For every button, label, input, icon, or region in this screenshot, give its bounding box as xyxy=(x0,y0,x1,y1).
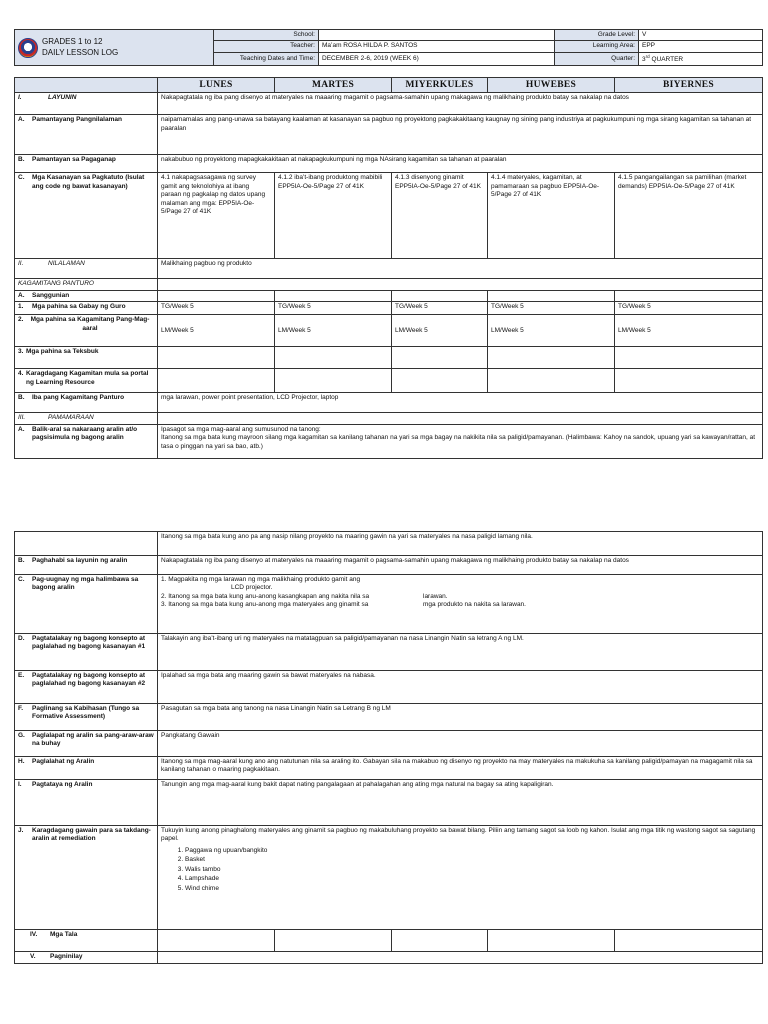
pag-uugnay-line-3b: mga produkto na nakita sa larawan. xyxy=(423,601,526,609)
log-title: DAILY LESSON LOG xyxy=(42,47,119,57)
lm-label: Mga pahina sa Kagamitang Pang-Mag-aaral xyxy=(30,316,150,332)
takdang-label: Karagdagang gawain para sa takdang-aralin at remediation xyxy=(32,827,151,843)
pamamaraan-blank xyxy=(158,413,763,424)
paglalahat-label: Paglalahat ng Aralin xyxy=(32,758,95,765)
karagdagan-martes xyxy=(275,369,392,393)
iba-num: B. xyxy=(18,394,25,402)
gabay-miyerkules: TG/Week 5 xyxy=(392,302,488,315)
layunin-label-cell xyxy=(15,93,158,115)
iba-label-cell xyxy=(15,393,158,413)
day-header-blank xyxy=(15,78,158,93)
kasanayan-huwebes: 4.1.4 materyales, kagamitan, at pamamaraan sa pagbuo EPP5IA-Oe-5/Page 27 of 41K xyxy=(488,173,615,259)
pamantayang-label-cell xyxy=(15,115,158,155)
balik-label-cell xyxy=(15,424,158,458)
dates-label: Teaching Dates and Time: xyxy=(214,52,319,66)
quarter-text: QUARTER xyxy=(651,56,684,64)
kasanayan-martes: 4.1.2 iba’t-ibang produktong mabibili EPP5IA-Oe-5/Page 27 of 41K xyxy=(275,173,392,259)
grade-level-label: Grade Level: xyxy=(555,30,639,41)
kasanayan-lunes: 4.1 nakapagsasagawa ng survey gamit ang teknolohiya at ibang paraan ng pagkalap ng datos upang malaman ang mga: EPP5IA-Oe-5/Page 27 of 41K xyxy=(158,173,275,259)
pag-uugnay-line-1b: LCD projector. xyxy=(231,584,273,592)
pagninilay-label: Pagninilay xyxy=(50,953,83,960)
teksbuk-biyernes xyxy=(615,347,763,369)
paghahabi-label-cell xyxy=(15,556,158,575)
dates-value: DECEMBER 2-6, 2019 (WEEK 6) xyxy=(319,52,555,66)
lm-biyernes: LM/Week 5 xyxy=(615,315,763,347)
cont-text: Itanong sa mga bata kung ano pa ang nasip nilang proyekto na maaring gawin na yari sa materyales na nasa paligid lamang nila. xyxy=(158,532,763,556)
paglalapat-label: Paglalapat ng aralin sa pang-araw-araw na buhay xyxy=(32,732,154,748)
kasanayan-num: C. xyxy=(18,174,25,182)
lm-num: 2. xyxy=(18,316,24,324)
pagganap-label-cell xyxy=(15,155,158,173)
takdang-item: 4. Lampshade xyxy=(185,875,759,883)
pag-uugnay-line-2 xyxy=(161,593,759,601)
gabay-lunes: TG/Week 5 xyxy=(158,302,275,315)
lm-martes: LM/Week 5 xyxy=(275,315,392,347)
kasanayan-biyernes: 4.1.5 pangangailangan sa pamilihan (market demands) EPP5IA-Oe-5/Page 27 of 41K xyxy=(615,173,763,259)
pagninilay-num: V. xyxy=(30,953,36,960)
gabay-martes: TG/Week 5 xyxy=(275,302,392,315)
kagamitan-blank xyxy=(158,279,763,290)
pagtataya-label: Pagtataya ng Aralin xyxy=(32,781,93,788)
pag-uugnay-line-2b: larawan. xyxy=(423,592,448,600)
tala-biyernes xyxy=(615,930,763,952)
pag-uugnay-num: C. xyxy=(18,576,25,583)
teksbuk-miyerkules xyxy=(392,347,488,369)
pag-uugnay-line-3a: 3. Itanong sa mga bata kung anu-anong mga materyales ang ginamit sa xyxy=(161,601,369,609)
pag-uugnay-label: Pag-uugnay ng mga halimbawa sa bagong aralin xyxy=(32,576,139,592)
day-header-biyernes: BIYERNES xyxy=(615,78,763,93)
pagtatalakay2-num: E. xyxy=(18,672,25,679)
quarter-value xyxy=(639,52,763,66)
gabay-label: Mga pahina sa Gabay ng Guro xyxy=(32,303,126,311)
takdang-label-cell xyxy=(15,826,158,930)
paglalapat-num: G. xyxy=(18,732,25,739)
quarter-suffix: rd xyxy=(645,53,650,59)
lm-huwebes: LM/Week 5 xyxy=(488,315,615,347)
lm-lunes: LM/Week 5 xyxy=(158,315,275,347)
quarter-label: Quarter: xyxy=(555,52,639,66)
paglalahat-num: H. xyxy=(18,758,25,765)
paglalapat-label-cell xyxy=(15,731,158,757)
takdang-num: J. xyxy=(18,827,24,834)
takdang-item: 2. Basket xyxy=(185,856,759,864)
pagganap-text: nakabubuo ng proyektong mapagkakakitaan at nakapagkukumpuni ng mga NAsirang kagamitan sa tahanan at paaralan xyxy=(158,155,763,173)
tala-huwebes xyxy=(488,930,615,952)
nilalaman-label-cell xyxy=(15,259,158,279)
quarter-number: 3 xyxy=(642,56,646,64)
paglinang-label-cell xyxy=(15,704,158,731)
layunin-text: Nakapagtatala ng iba pang disenyo at materyales na maaaring magamit o pagsama-samahin upang makagawa ng malikhaing produkto batay sa nakalap na datos xyxy=(158,93,763,115)
pagtatalakay1-label: Pagtatalakay ng bagong konsepto at paglalahad ng bagong kasanayan #1 xyxy=(32,635,146,651)
pagtataya-label-cell xyxy=(15,780,158,826)
sanggunian-huwebes xyxy=(488,290,615,301)
paglinang-num: F. xyxy=(18,705,24,712)
sanggunian-martes xyxy=(275,290,392,301)
pag-uugnay-text-cell xyxy=(158,575,763,634)
grades-label: GRADES 1 to 12 xyxy=(42,37,103,47)
pagtatalakay1-num: D. xyxy=(18,635,25,642)
iba-label: Iba pang Kagamitang Panturo xyxy=(32,394,125,402)
sanggunian-label: Sanggunian xyxy=(32,291,70,299)
sanggunian-biyernes xyxy=(615,290,763,301)
takdang-text-cell xyxy=(158,826,763,930)
gabay-label-cell xyxy=(15,302,158,315)
karagdagan-biyernes xyxy=(615,369,763,393)
takdang-item: 3. Walis tambo xyxy=(185,866,759,874)
pagtatalakay2-label: Pagtatalakay ng bagong konsepto at paglalahad ng bagong kasanayan #2 xyxy=(32,672,146,688)
karagdagan-num: 4. xyxy=(18,370,24,378)
header-title-cell xyxy=(15,30,214,66)
takdang-item: 1. Paggawa ng upuan/bangkito xyxy=(185,847,759,855)
pamamaraan-label-cell xyxy=(15,413,158,424)
pagganap-num: B. xyxy=(18,156,25,164)
paglinang-text: Pasagutan sa mga bata ang tanong na nasa Linangin Natin sa Letrang B ng LM xyxy=(158,704,763,731)
karagdagan-label-cell xyxy=(15,369,158,393)
balik-line-2: Itanong sa mga bata kung mayroon silang mga kagamitan sa kanilang tahanan na yari sa mga bagay na nakikita nila sa paligid/pamayanan. (Halimbawa: Kahoy na sandok, upuang yari sa kawayan/rattan, at tasa o pinggan na yari sa bao, atb.) xyxy=(161,434,756,450)
teksbuk-huwebes xyxy=(488,347,615,369)
pagtatalakay2-label-cell xyxy=(15,671,158,704)
karagdagan-miyerkules xyxy=(392,369,488,393)
pamantayang-num: A. xyxy=(18,116,25,124)
kasanayan-miyerkules: 4.1.3 disenyong ginamit EPP5IA-Oe-5/Page 27 of 41K xyxy=(392,173,488,259)
layunin-label: LAYUNIN xyxy=(48,94,77,102)
layunin-num: I. xyxy=(18,94,22,102)
day-header-martes: MARTES xyxy=(275,78,392,93)
balik-label: Balik-aral sa nakaraang aralin at/o pagsisimula ng bagong aralin xyxy=(32,425,138,442)
teksbuk-lunes xyxy=(158,347,275,369)
karagdagan-lunes xyxy=(158,369,275,393)
pamamaraan-label: PAMAMARAAN xyxy=(48,414,94,422)
balik-num: A. xyxy=(18,425,25,433)
teksbuk-num: 3. xyxy=(18,348,24,356)
sanggunian-lunes xyxy=(158,290,275,301)
nilalaman-num: II. xyxy=(18,260,24,268)
learning-area-value: EPP xyxy=(639,41,763,52)
paghahabi-text: Nakapagtatala ng iba pang disenyo at materyales na maaaring magamit o pagsama-samahin upang makagawa ng malikhaing produkto batay sa nakalap na datos xyxy=(158,556,763,575)
tala-label-cell xyxy=(15,930,158,952)
pamantayang-label: Pamantayang Pangnilalaman xyxy=(32,116,122,124)
teacher-value: Ma’am ROSA HILDA P. SANTOS xyxy=(319,41,555,52)
pag-uugnay-line-3 xyxy=(161,601,759,609)
balik-text-cell xyxy=(158,424,763,458)
nilalaman-label: NILALAMAN xyxy=(48,260,85,268)
header-table xyxy=(14,29,763,66)
gabay-biyernes: TG/Week 5 xyxy=(615,302,763,315)
tala-miyerkules xyxy=(392,930,488,952)
pagganap-label: Pamantayan sa Pagaganap xyxy=(32,156,116,164)
takdang-list xyxy=(161,847,759,893)
paglalahat-text: Itanong sa mga mag-aaral kung ano ang natutunan nila sa araling ito. Gabayan sila na makabuo ng disenyo ng proyekto na may materyales na makukuha sa kanilang paligid/pamayan na magagamit nila sa kanilang tahanan o maaring pagkakitaan. xyxy=(158,757,763,780)
lm-miyerkules: LM/Week 5 xyxy=(392,315,488,347)
school-label: School: xyxy=(214,30,319,41)
kasanayan-label-cell xyxy=(15,173,158,259)
paglinang-label: Paglinang sa Kabihasan (Tungo sa Formative Assessment) xyxy=(32,705,140,721)
sanggunian-num: A. xyxy=(18,291,25,299)
iba-text: mga larawan, power point presentation, LCD Projector, laptop xyxy=(158,393,763,413)
lesson-table-page-1 xyxy=(14,77,763,459)
day-header-lunes: LUNES xyxy=(158,78,275,93)
pagninilay-text xyxy=(158,952,763,964)
teksbuk-label-cell xyxy=(15,347,158,369)
grade-level-value: V xyxy=(639,30,763,41)
teacher-label: Teacher: xyxy=(214,41,319,52)
pag-uugnay-line-1: 1. Magpakita ng mga larawan ng mga malikhaing produkto gamit ang xyxy=(161,576,361,583)
teksbuk-martes xyxy=(275,347,392,369)
kasanayan-label: Mga Kasanayan sa Pagkatuto (Isulat ang code ng bawat kasanayan) xyxy=(32,174,145,190)
deped-seal-icon xyxy=(18,38,38,58)
nilalaman-text: Malikhaing pagbuo ng produkto xyxy=(158,259,763,279)
pagninilay-label-cell xyxy=(15,952,158,964)
balik-line-1: Ipasagot sa mga mag-aaral ang sumusunod na tanong: xyxy=(161,425,321,433)
cont-label-blank xyxy=(15,532,158,556)
paglalapat-text: Pangkatang Gawain xyxy=(158,731,763,757)
day-header-miyerkules: MIYERKULES xyxy=(392,78,488,93)
tala-lunes xyxy=(158,930,275,952)
lm-label-cell xyxy=(15,315,158,347)
gabay-huwebes: TG/Week 5 xyxy=(488,302,615,315)
takdang-item: 5. Wind chime xyxy=(185,885,759,893)
tala-num: IV. xyxy=(30,931,38,938)
pagtatalakay2-text: Ipalahad sa mga bata ang maaring gawin sa bawat materyales na nabasa. xyxy=(158,671,763,704)
pagtataya-num: I. xyxy=(18,781,22,788)
pag-uugnay-line-2a: 2. Itanong sa mga bata kung anu-anong kasangkapan ang nakita nila sa xyxy=(161,592,370,600)
pamamaraan-num: III. xyxy=(18,414,26,422)
paghahabi-label: Paghahabi sa layunin ng aralin xyxy=(32,557,128,564)
karagdagan-huwebes xyxy=(488,369,615,393)
pagtataya-text: Tanungin ang mga mag-aaral kung bakit dapat nating pangalagaan at pahalagahan ang ating mga natural na bagay sa ating kapaligiran. xyxy=(158,780,763,826)
kagamitan-label: KAGAMITANG PANTURO xyxy=(15,279,158,290)
karagdagan-label: Karagdagang Kagamitan mula sa portal ng Learning Resource xyxy=(26,370,149,386)
paglalahat-label-cell xyxy=(15,757,158,780)
takdang-text: Tukuyin kung anong pinaghalong materyales ang ginamit sa pagbuo ng makabuluhang proyekto sa bawat bilang. Piliin ang tamang sagot sa loob ng kahon. Isulat ang mga titik ng wastong sagot sa sagutang papel. xyxy=(161,827,756,843)
school-value xyxy=(319,30,555,41)
tala-martes xyxy=(275,930,392,952)
tala-label: Mga Tala xyxy=(50,931,78,938)
paghahabi-num: B. xyxy=(18,557,25,564)
teksbuk-label: Mga pahina sa Teksbuk xyxy=(26,348,99,356)
sanggunian-label-cell xyxy=(15,290,158,301)
pamantayang-text: naipamamalas ang pang-unawa sa batayang kaalaman at kasanayan sa pagbuo ng proyektong pagkakakitaang kaugnay ng sining pang industriya at pagkukumpuni ng mga sirang kagamitan sa tahanan at paaralan xyxy=(158,115,763,155)
sanggunian-miyerkules xyxy=(392,290,488,301)
pag-uugnay-label-cell xyxy=(15,575,158,634)
gabay-num: 1. xyxy=(18,303,24,311)
pagtatalakay1-label-cell xyxy=(15,634,158,671)
lesson-table-page-2 xyxy=(14,531,763,964)
day-header-huwebes: HUWEBES xyxy=(488,78,615,93)
learning-area-label: Learning Area: xyxy=(555,41,639,52)
pagtatalakay1-text: Talakayin ang iba’t-ibang uri ng materyales na matatagpuan sa paligid/pamayanan na nasa Linangin Natin sa letrang A ng LM. xyxy=(158,634,763,671)
